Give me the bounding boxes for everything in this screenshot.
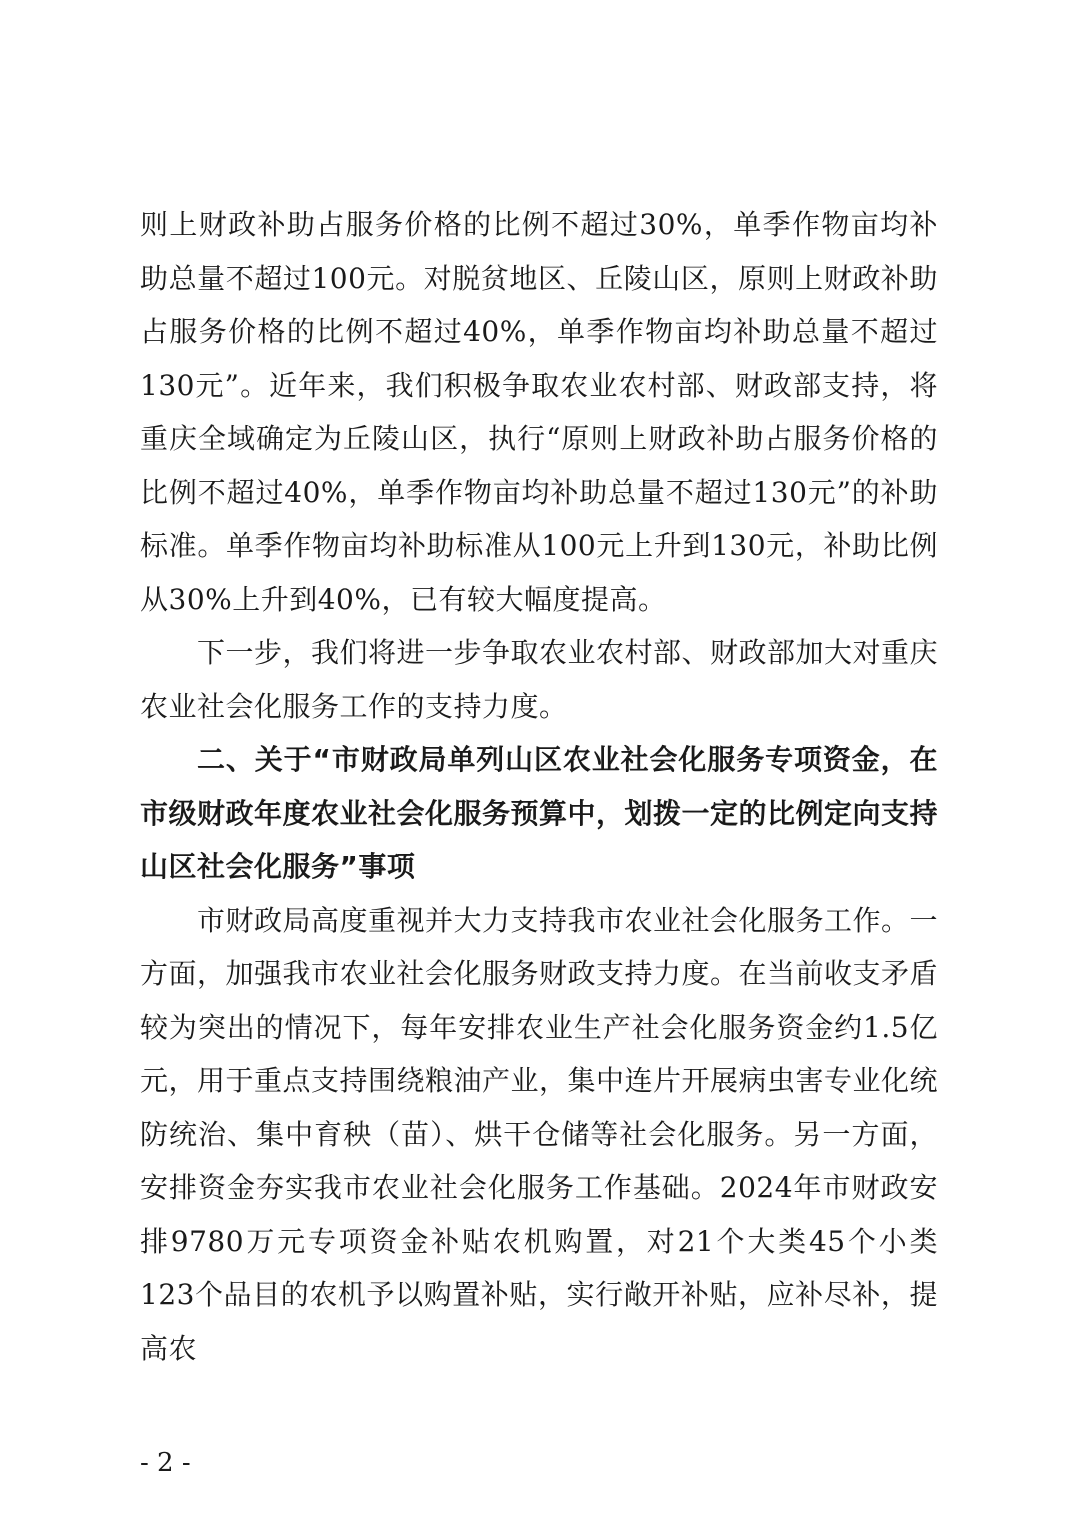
page-number: - 2 - (140, 1448, 191, 1478)
paragraph-section-body: 市财政局高度重视并大力支持我市农业社会化服务工作。一方面，加强我市农业社会化服务财政支持力度。在当前收支矛盾较为突出的情况下，每年安排农业生产社会化服务资金约1.5亿元，用于重点支持围绕粮油产业，集中连片开展病虫害专业化统防统治、集中育秧（苗）、烘干仓储等社会化服务。另一方面，安排资金夯实我市农业社会化服务工作基础。2024年市财政安排9780万元专项资金补贴农机购置，对21个大类45个小类123个品目的农机予以购置补贴，实行敞开补贴，应补尽补，提高农 (140, 903, 939, 1365)
paragraph-subsidy-standards: 则上财政补助占服务价格的比例不超过30%，单季作物亩均补助总量不超过100元。对脱贫地区、丘陵山区，原则上财政补助占服务价格的比例不超过40%，单季作物亩均补助总量不超过130元”。近年来，我们积极争取农业农村部、财政部支持，将重庆全域确定为丘陵山区，执行“原则上财政补助占服务价格的比例不超过40%，单季作物亩均补助总量不超过130元”的补助标准。单季作物亩均补助标准从100元上升到130元，补助比例从30%上升到40%，已有较大幅度提高。 (140, 208, 938, 616)
document-body (140, 198, 938, 1375)
paragraph-next-step: 下一步，我们将进一步争取农业农村部、财政部加大对重庆农业社会化服务工作的支持力度。 (140, 636, 939, 723)
section-heading: 二、关于“市财政局单列山区农业社会化服务专项资金，在市级财政年度农业社会化服务预算中，划拨一定的比例定向支持山区社会化服务”事项 (140, 743, 939, 883)
